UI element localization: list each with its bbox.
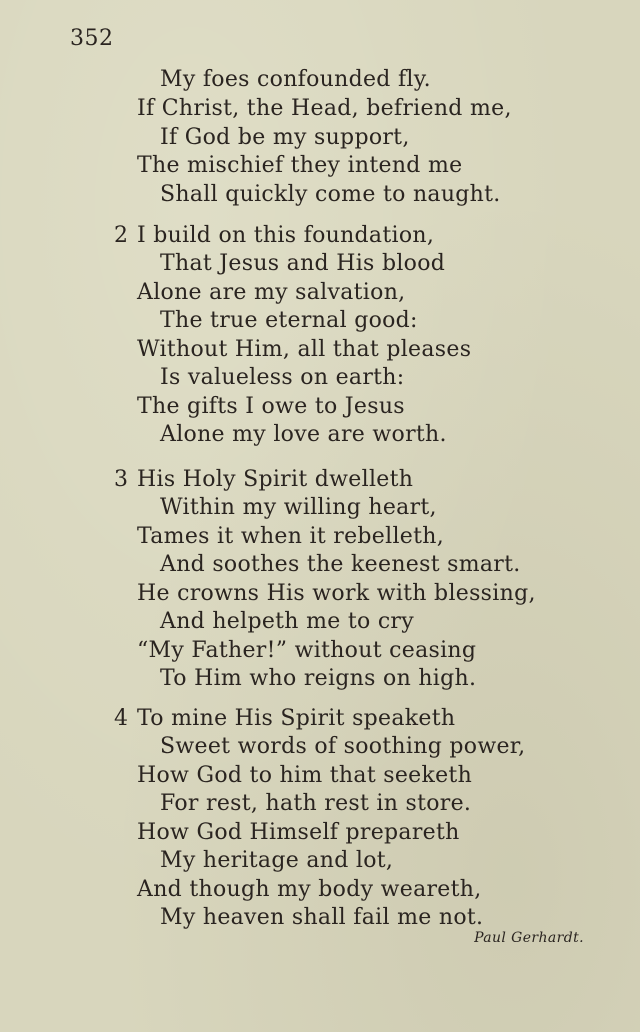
hymn-line: I build on this foundation, [137,223,435,248]
verse-number: 4 [114,706,128,731]
hymn-line: The true eternal good: [160,308,418,333]
hymn-line: Within my willing heart, [160,495,437,520]
hymn-line: Is valueless on earth: [160,365,405,390]
hymn-line: Shall quickly come to naught. [160,182,501,207]
hymn-line: My foes confounded fly. [160,67,431,92]
hymn-line: He crowns His work with blessing, [137,581,536,606]
hymn-line: My heritage and lot, [160,848,394,873]
hymn-line: That Jesus and His blood [160,251,446,276]
verse-number: 2 [114,223,128,248]
hymn-line: Tames it when it rebelleth, [137,524,445,549]
hymn-line: To mine His Spirit speaketh [137,706,456,731]
page-number: 352 [70,26,114,51]
hymn-line: How God Himself prepareth [137,820,460,845]
hymn-line: If Christ, the Head, befriend me, [137,96,512,121]
verse-number: 3 [114,467,128,492]
hymn-line: How God to him that seeketh [137,763,473,788]
hymn-line: Alone are my salvation, [137,280,406,305]
hymn-line: My heaven shall fail me not. [160,905,484,930]
author-attribution: Paul Gerhardt. [474,930,584,946]
hymn-line: The gifts I owe to Jesus [137,394,405,419]
hymn-line: To Him who reigns on high. [160,666,477,691]
hymn-line: The mischief they intend me [137,153,463,178]
hymn-line: Alone my love are worth. [160,422,447,447]
hymn-line: And soothes the keenest smart. [160,552,521,577]
hymn-line: Without Him, all that pleases [137,337,472,362]
hymn-line: For rest, hath rest in store. [160,791,472,816]
hymn-line: “My Father!” without ceasing [137,638,477,663]
hymn-line: His Holy Spirit dwelleth [137,467,414,492]
hymn-line: If God be my support, [160,125,410,150]
hymn-line: And though my body weareth, [137,877,482,902]
hymn-line: Sweet words of soothing power, [160,734,526,759]
hymn-line: And helpeth me to cry [160,609,414,634]
